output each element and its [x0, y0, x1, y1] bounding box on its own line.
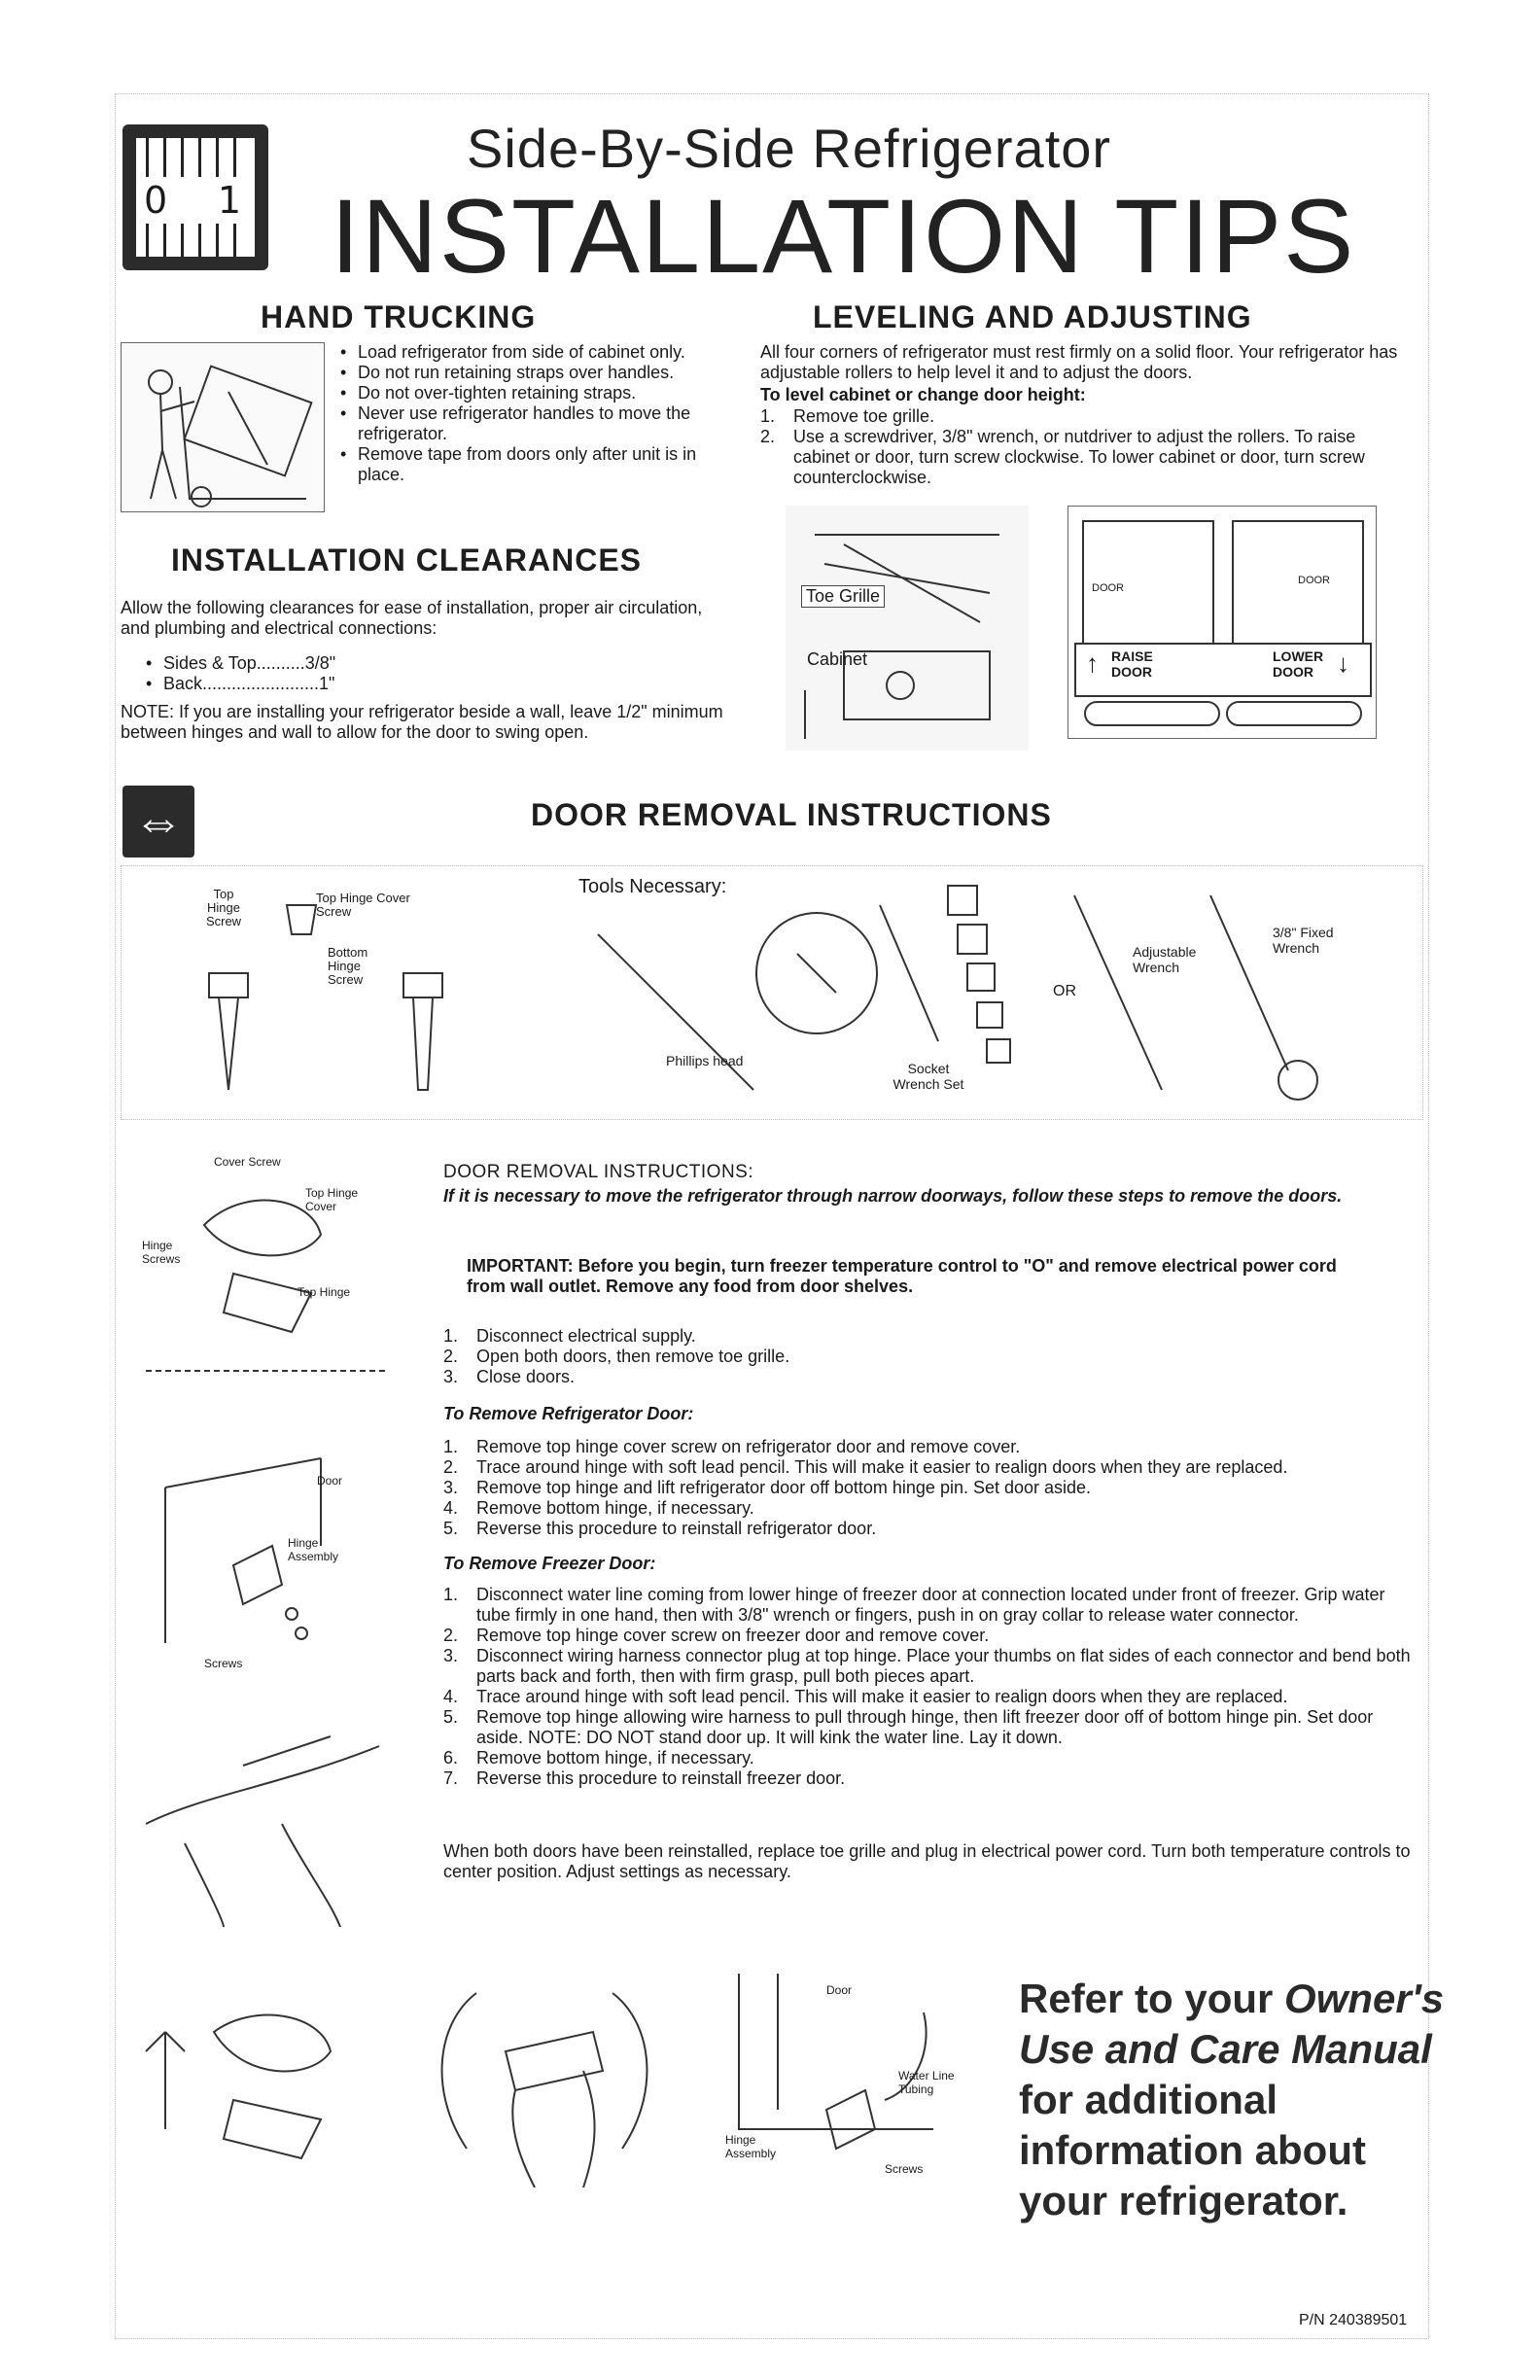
owners-text: Owner's — [1284, 1976, 1445, 2021]
leveling-intro: All four corners of refrigerator must rest firmly on a solid floor. Your refrigerator has adjustable rollers to help level it and to adjust the doors. — [760, 342, 1398, 382]
adjustable-wrench-label: Adjustable Wrench — [1133, 944, 1197, 975]
top-hinge-cover-screw-label: Top Hinge Cover Screw — [316, 891, 410, 919]
tools-illustration — [121, 865, 1423, 1120]
door-label: Door — [317, 1474, 343, 1488]
refer-to-manual: Refer to your Owner's Use and Care Manual for additional information about your refrigerator. — [1019, 1976, 1445, 2223]
list-item: • Do not over-tighten retaining straps. — [340, 383, 719, 403]
list-item: 1. Remove toe grille. — [760, 406, 935, 426]
closing-text: When both doors have been reinstalled, replace toe grille and plug in electrical power cord. Turn both temperature controls to center position. Adjust settings as necessary. — [443, 1841, 1411, 1881]
cabinet-label: Cabinet — [807, 649, 868, 669]
door-label-2: Door — [826, 1983, 853, 1997]
hand-truck-illustration — [121, 342, 325, 512]
phillips-label: Phillips head — [666, 1053, 744, 1068]
note-text: : If you are installing your refrigerator beside a wall, leave 1/2" minimum between hinges and wall to allow for the door to swing open. — [121, 702, 723, 742]
top-hinge-screw-label: Top Hinge Screw — [205, 887, 242, 928]
top-hinge-cover-label: Top Hinge Cover — [305, 1186, 359, 1213]
door-removal-icon: ⇔ — [122, 786, 194, 858]
hinge-assembly-label: Hinge Assembly — [288, 1536, 339, 1563]
water-line-illustration — [126, 1707, 408, 1927]
water-line-hinge-illustration — [719, 1954, 972, 2188]
top-hinge-label: Top Hinge — [298, 1285, 351, 1299]
cover-screw-label: Cover Screw — [214, 1155, 281, 1169]
list-item: 2. Use a screwdriver, 3/8" wrench, or nutdriver to adjust the rollers. To raise cabinet or door, turn screw clockwise. To lower cabinet or door, turn screw counterclockwise. — [760, 427, 1365, 487]
fridge-steps — [443, 1437, 1416, 1539]
raise-arrow-icon: ↑ — [1086, 648, 1099, 678]
instructions-subheading: DOOR REMOVAL INSTRUCTIONS: — [443, 1162, 754, 1182]
ruler-right-number: 1 — [217, 179, 241, 222]
list-item: 2. Remove top hinge cover screw on freezer door and remove cover. — [443, 1626, 990, 1645]
freezer-heading: To Remove Freezer Door: — [443, 1554, 656, 1573]
tools-label: Tools Necessary: — [578, 876, 727, 897]
hand-trucking-heading: HAND TRUCKING — [261, 299, 537, 334]
list-item: 3. Disconnect wiring harness connector plug at top hinge. Place your thumbs on flat sides of each connector and bend both parts back and forth, then with firm grasp, pull both pieces apart. — [443, 1646, 1411, 1686]
door-removal-heading: DOOR REMOVAL INSTRUCTIONS — [531, 797, 1052, 832]
part-number: P/N 240389501 — [1299, 2312, 1408, 2328]
list-item: 5. Reverse this procedure to reinstall refrigerator door. — [443, 1519, 877, 1538]
lower-arrow-icon: ↓ — [1337, 648, 1349, 678]
hinge-screws-label: Hinge Screws — [142, 1239, 181, 1266]
list-item: 3. Remove top hinge and lift refrigerator door off bottom hinge pin. Set door aside. — [443, 1478, 1092, 1497]
door-lift-illustration — [418, 1954, 681, 2188]
list-item: 7. Reverse this procedure to reinstall freezer door. — [443, 1768, 846, 1788]
freezer-steps — [443, 1585, 1416, 1789]
raise-door-label: RAISE DOOR — [1111, 648, 1153, 680]
list-item: • Load refrigerator from side of cabinet only. — [340, 342, 719, 363]
clearances-note — [121, 702, 723, 743]
bottom-hinge-screw-label: Bottom Hinge Screw — [328, 945, 368, 987]
socket-label: Socket Wrench Set — [892, 1061, 964, 1092]
note-label: NOTE — [121, 702, 170, 721]
ruler-icon — [122, 124, 268, 270]
list-item: 1. Remove top hinge cover screw on refrigerator door and remove cover. — [443, 1437, 1021, 1456]
leveling-steps — [760, 406, 1412, 488]
list-item: • Sides & Top..........3/8" — [146, 653, 535, 674]
list-item: 1. Disconnect electrical supply. — [443, 1326, 696, 1346]
door-left-label: DOOR — [1092, 582, 1124, 594]
list-item: 1. Disconnect water line coming from lower hinge of freezer door at connection located under front of freezer. Grip water tube firmly in one hand, then with 3/8" wrench or fingers, push in on gray collar to release water connector. — [443, 1585, 1385, 1625]
ruler-left-number: 0 — [144, 179, 168, 222]
hinge-assembly-label-2: Hinge Assembly — [725, 2133, 777, 2160]
hand-trucking-list — [340, 342, 719, 485]
important-note: IMPORTANT: Before you begin, turn freezer temperature control to "O" and remove electrical power cord from wall outlet. Remove any food from door shelves. — [467, 1256, 1337, 1296]
screws-label: Screws — [204, 1657, 243, 1670]
clearances-list — [146, 653, 535, 694]
door-right-label: DOOR — [1298, 575, 1330, 586]
list-item: 4. Remove bottom hinge, if necessary. — [443, 1498, 754, 1518]
leveling-heading: LEVELING AND ADJUSTING — [813, 299, 1252, 334]
leveling-subheading: To level cabinet or change door height: — [760, 385, 1086, 404]
clearances-intro: Allow the following clearances for ease of installation, proper air circulation, and plumbing and electrical connections: — [121, 598, 703, 638]
list-item: 3. Close doors. — [443, 1367, 576, 1386]
list-item: 2. Open both doors, then remove toe grille. — [443, 1347, 790, 1366]
list-item: • Back........................1" — [146, 674, 535, 694]
instructions-italic: If it is necessary to move the refrigerator through narrow doorways, follow these steps to remove the doors. — [443, 1186, 1343, 1206]
list-item: • Remove tape from doors only after unit is in place. — [340, 444, 719, 485]
list-item: • Do not run retaining straps over handles. — [340, 363, 719, 383]
top-hinge-illustration — [126, 1147, 408, 1400]
door-adjust-illustration — [1068, 506, 1377, 739]
or-label: OR — [1053, 983, 1076, 999]
page-title: INSTALLATION TIPS — [331, 177, 1356, 295]
list-item: 2. Trace around hinge with soft lead pencil. This will make it easier to realign doors when they are replaced. — [443, 1457, 1288, 1477]
lower-door-label: LOWER DOOR — [1273, 648, 1324, 680]
fridge-heading: To Remove Refrigerator Door: — [443, 1404, 694, 1423]
list-item: 6. Remove bottom hinge, if necessary. — [443, 1748, 754, 1768]
clearances-heading: INSTALLATION CLEARANCES — [171, 542, 643, 578]
page-subtitle: Side-By-Side Refrigerator — [467, 118, 1112, 179]
hinge-cover-illustration — [126, 1954, 389, 2188]
list-item: 4. Trace around hinge with soft lead pencil. This will make it easier to realign doors when they are replaced. — [443, 1687, 1288, 1706]
list-item: 5. Remove top hinge allowing wire harness to pull through hinge, then lift freezer door off of bottom hinge pin. Set door aside. NOTE: DO NOT stand door up. It will kink the water line. Lay it down. — [443, 1707, 1374, 1747]
list-item: • Never use refrigerator handles to move the refrigerator. — [340, 403, 719, 444]
fixed-wrench-label: 3/8" Fixed Wrench — [1273, 925, 1334, 956]
prep-steps — [443, 1326, 1416, 1387]
screws-label-2: Screws — [885, 2162, 924, 2176]
toe-grille-illustration — [786, 506, 1029, 751]
water-line-label: Water Line Tubing — [898, 2069, 955, 2096]
bottom-hinge-illustration — [126, 1429, 408, 1672]
toe-grille-label: Toe Grille — [801, 585, 885, 608]
